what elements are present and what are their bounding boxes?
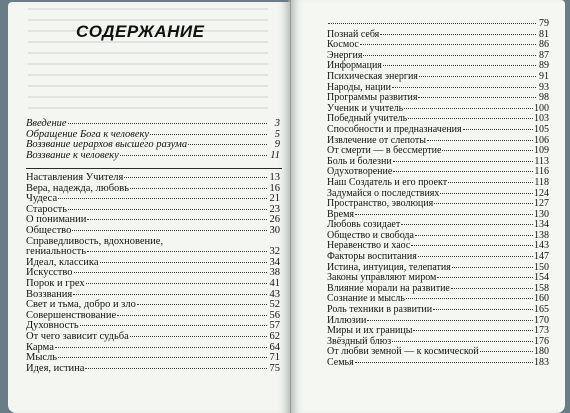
- toc-entry: [26, 151, 280, 162]
- toc-entry-page: 170: [534, 314, 549, 326]
- dot-leader: [363, 55, 536, 56]
- dot-leader: [87, 219, 267, 220]
- dot-leader: [72, 230, 267, 231]
- toc-entry-title: Порок и грех: [26, 277, 85, 289]
- toc-entry: [26, 184, 280, 195]
- toc-entry-page: 138: [534, 229, 549, 241]
- dot-leader: [124, 177, 267, 178]
- toc-entry-title: Справедливость, вдохновение,: [26, 235, 164, 247]
- toc-entry: [327, 347, 549, 358]
- toc-entry-page: 124: [534, 187, 549, 199]
- toc-entry-page: 147: [534, 251, 549, 263]
- toc-entry-title-continued: гениальность: [26, 246, 87, 258]
- dot-leader: [427, 140, 533, 141]
- toc-entry-title: Наш Создатель и его проект: [327, 176, 448, 188]
- toc-entry: [327, 30, 549, 41]
- dot-leader: [404, 108, 533, 109]
- toc-entry-page: 38: [269, 267, 280, 279]
- dot-leader: [100, 262, 267, 263]
- toc-entry-title: Законы управляют миром: [327, 272, 437, 284]
- toc-entry-page: 103: [534, 113, 549, 125]
- toc-entry-page: 154: [534, 272, 549, 284]
- toc-entry-title: Идея, истина: [26, 362, 85, 374]
- toc-entry-title: Общество: [26, 224, 72, 236]
- toc-entry-title: Боль и болезни: [327, 155, 392, 167]
- toc-entry: [327, 19, 549, 30]
- toc-entry-page: 16: [269, 182, 280, 194]
- dot-leader: [80, 325, 267, 326]
- toc-entry-page: 64: [269, 341, 280, 353]
- toc-entry: [327, 72, 549, 83]
- dot-leader: [58, 357, 267, 358]
- toc-entry: [327, 199, 549, 210]
- dot-leader: [383, 65, 536, 66]
- dot-leader: [117, 315, 267, 316]
- toc-entry-title: О понимании: [26, 214, 87, 226]
- toc-entry-page: 183: [534, 357, 549, 368]
- toc-entry-title: Одухотворение: [327, 166, 393, 178]
- toc-entry-page: 116: [534, 166, 549, 178]
- toc-entry-title: Космос: [327, 39, 359, 51]
- dot-leader: [392, 341, 533, 342]
- dot-leader: [437, 277, 533, 278]
- dot-leader: [411, 245, 533, 246]
- toc-entry-title: Мысль: [26, 352, 58, 364]
- toc-entry-page: 105: [534, 123, 549, 135]
- toc-entry: [26, 279, 280, 290]
- toc-entry-title: Сознание и мысль: [327, 293, 405, 305]
- dot-leader: [360, 44, 536, 45]
- toc-entry-page: 30: [269, 224, 280, 236]
- toc-entry-title: Старость: [26, 203, 68, 215]
- dot-leader: [419, 76, 536, 77]
- toc-entry-title: Любовь созидает: [327, 219, 401, 231]
- toc-entry-page: 62: [269, 330, 280, 342]
- toc-entry-page: 93: [539, 81, 549, 93]
- toc-entry: [26, 226, 280, 237]
- toc-entry-title: Пространство, эволюция: [327, 198, 434, 210]
- toc-entry-page: 81: [539, 28, 549, 40]
- dot-leader: [85, 368, 267, 369]
- dot-leader: [355, 362, 533, 363]
- toc-entry-page: 134: [534, 219, 549, 231]
- toc-entry-title: Факторы воспитания: [327, 251, 417, 263]
- toc-entry: [26, 237, 280, 258]
- toc-entry-title: Победный учитель: [327, 113, 408, 125]
- toc-entry-page: 113: [534, 155, 549, 167]
- toc-entry-title: Карма: [26, 341, 54, 353]
- dot-leader: [120, 155, 267, 156]
- toc-entry-page: 5: [274, 128, 280, 140]
- toc-entry-page: 87: [539, 49, 549, 61]
- chapter-list: [26, 173, 280, 374]
- dot-leader: [413, 330, 533, 331]
- toc-entry-title: Наставления Учителя: [26, 172, 124, 183]
- dot-leader: [393, 161, 534, 162]
- dot-leader: [68, 209, 267, 210]
- dot-leader: [463, 129, 533, 130]
- toc-entry-title: От смерти — в бессмертие: [327, 145, 442, 157]
- toc-entry-title: Иллюзии: [327, 314, 367, 326]
- toc-entry-page: 165: [534, 304, 549, 316]
- toc-entry-title: Искусство: [26, 267, 73, 279]
- toc-entry-page: 41: [269, 277, 280, 289]
- toc-entry-page: 21: [269, 193, 280, 205]
- toc-entry-title: Время: [327, 208, 355, 220]
- dot-leader: [440, 193, 533, 194]
- dot-leader: [433, 309, 533, 310]
- toc-entry-page: 26: [269, 214, 280, 226]
- dot-leader: [68, 123, 267, 124]
- toc-entry-page: 23: [269, 203, 280, 215]
- toc-entry-title: Психическая энергия: [327, 70, 418, 82]
- toc-entry-page: 173: [534, 325, 549, 337]
- dot-leader: [130, 336, 267, 337]
- toc-entry-page: 56: [269, 309, 280, 321]
- toc-entry-page: 75: [269, 362, 280, 374]
- dot-leader: [87, 251, 267, 252]
- toc-entry-title: От любви земной — к космической: [327, 346, 479, 358]
- dot-leader: [401, 224, 533, 225]
- toc-entry-title: Информация: [327, 60, 382, 72]
- toc-entry-title: Влияние морали на развитие: [327, 282, 450, 294]
- left-page: [8, 2, 290, 413]
- toc-entry: [327, 125, 549, 136]
- toc-entry-page: 9: [274, 139, 280, 151]
- toc-entry-page: 11: [270, 149, 280, 161]
- toc-entry-page: 109: [534, 145, 549, 157]
- toc-entry-page: 79: [539, 18, 549, 29]
- toc-entry-page: 98: [539, 92, 549, 104]
- dot-leader: [150, 134, 267, 135]
- toc-entry-page: 118: [534, 176, 549, 188]
- toc-entry-page: 160: [534, 293, 549, 305]
- dot-leader: [451, 288, 533, 289]
- toc-entry-page: 3: [274, 118, 280, 129]
- toc-entry-page: 100: [534, 102, 549, 114]
- toc-entry-title: Роль техники в развитии: [327, 304, 433, 316]
- page-title: СОДЕРЖАНИЕ: [76, 22, 205, 41]
- dot-leader: [406, 298, 533, 299]
- toc-entry-title: Вера, надежда, любовь: [26, 182, 130, 194]
- toc-entry: [26, 343, 280, 354]
- toc-entry-title: Способности и предназначения: [327, 123, 462, 135]
- toc-entry-page: 32: [269, 246, 280, 258]
- toc-entry-title: Ученик и учитель: [327, 102, 404, 114]
- dot-leader: [355, 214, 533, 215]
- toc-entry-page: 150: [534, 261, 549, 273]
- toc-entry-title: Народы, нации: [327, 81, 392, 93]
- toc-entry-title: Истина, интуиция, телепатия: [327, 261, 451, 273]
- dot-leader: [380, 34, 536, 35]
- toc-entry-page: 176: [534, 335, 549, 347]
- dot-leader: [137, 304, 267, 305]
- dot-leader: [55, 347, 267, 348]
- toc-entry: [327, 358, 549, 369]
- dot-leader: [448, 182, 533, 183]
- dot-leader: [73, 294, 267, 295]
- dot-leader: [442, 150, 533, 151]
- toc-entry-page: 143: [534, 240, 549, 252]
- intro-list: [26, 119, 280, 161]
- dot-leader: [86, 283, 267, 284]
- dot-leader: [392, 87, 536, 88]
- toc-entry-title: Духовность: [26, 320, 79, 332]
- dot-leader: [328, 23, 536, 24]
- toc-entry-page: 34: [269, 256, 280, 268]
- dot-leader: [434, 203, 533, 204]
- toc-entry-title: Звёздный блюз: [327, 335, 392, 347]
- toc-entry-page: 13: [269, 172, 280, 183]
- toc-entry-title: Свет и тьма, добро и зло: [26, 299, 136, 311]
- toc-entry-title: Чудеса: [26, 193, 58, 205]
- dot-leader: [58, 198, 267, 199]
- dot-leader: [418, 256, 533, 257]
- toc-entry-title: От чего зависит судьба: [26, 330, 129, 342]
- toc-entry-title: Воззвание иерархов высшего разума: [26, 139, 188, 151]
- toc-entry-title: Общество и свобода: [327, 229, 414, 241]
- toc-entry-title: Воззвание к человеку: [26, 149, 119, 161]
- toc-entry-title: Познай себя: [327, 28, 380, 40]
- toc-entry-title: Введение: [26, 118, 67, 129]
- dot-leader: [480, 351, 533, 352]
- separator-rule: [26, 168, 282, 169]
- toc-entry-title: Идеал, классика: [26, 256, 99, 268]
- toc-entry-title: Обращение Бога к человеку: [26, 128, 150, 140]
- dot-leader: [74, 272, 268, 273]
- toc-entry: [327, 178, 549, 189]
- toc-entry-page: 158: [534, 282, 549, 294]
- toc-entry-page: 71: [269, 352, 280, 364]
- toc-entry-page: 86: [539, 39, 549, 51]
- dot-leader: [452, 267, 533, 268]
- dot-leader: [188, 144, 267, 145]
- toc-entry-page: 89: [539, 60, 549, 72]
- toc-entry: [26, 119, 280, 130]
- toc-entry-title: Неравенство и хаос: [327, 240, 411, 252]
- toc-entry: [26, 173, 280, 184]
- dot-leader: [415, 235, 533, 236]
- dot-leader: [418, 97, 536, 98]
- dot-leader: [393, 171, 533, 172]
- dot-leader: [367, 320, 533, 321]
- toc-entry-page: 43: [269, 288, 280, 300]
- toc-entry-page: 91: [539, 70, 549, 82]
- toc-entry-page: 180: [534, 346, 549, 358]
- toc-entry-page: 130: [534, 208, 549, 220]
- dot-leader: [130, 188, 267, 189]
- toc-entry: [26, 364, 280, 375]
- toc-entry-title: Извлечение от слепоты: [327, 134, 426, 146]
- toc-entry-title: Семья: [327, 357, 354, 368]
- toc-entry-page: 57: [269, 320, 280, 332]
- right-page: [291, 0, 565, 413]
- toc-entry-title: Совершенствование: [26, 309, 117, 321]
- chapter-list-continued: [327, 19, 549, 369]
- toc-entry-page: 52: [269, 299, 280, 311]
- dot-leader: [408, 118, 533, 119]
- toc-entry-page: 127: [534, 198, 549, 210]
- toc-entry-title: Энергия: [327, 49, 363, 61]
- toc-entry-title: Задумайся о последствиях: [327, 187, 440, 199]
- toc-entry-title: Воззвания: [26, 288, 73, 300]
- toc-entry-title: Миры и их границы: [327, 325, 413, 337]
- toc-entry-page: 106: [534, 134, 549, 146]
- toc-entry-title: Программы развития: [327, 92, 418, 104]
- toc-entry: [26, 332, 280, 343]
